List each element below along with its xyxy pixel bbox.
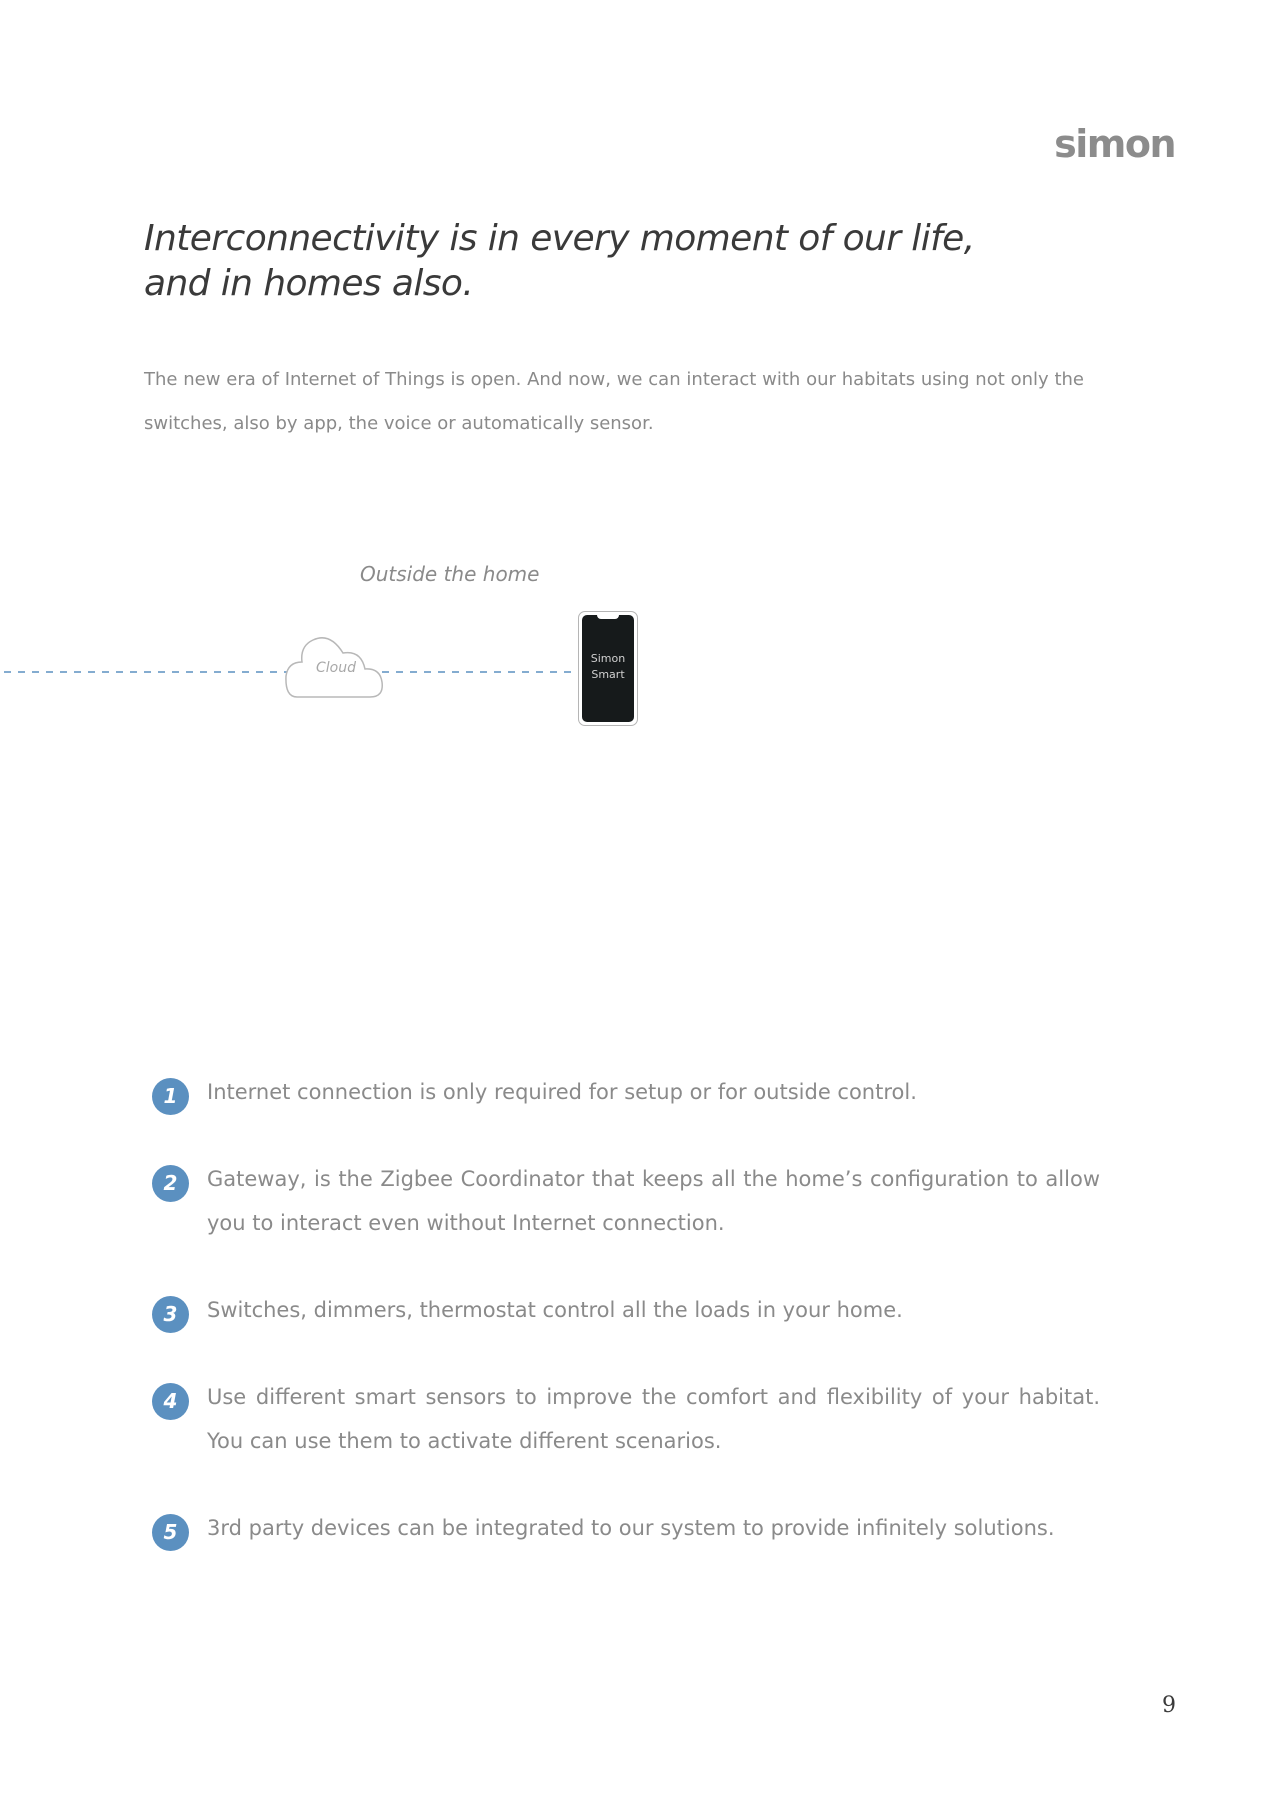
intro-paragraph: The new era of Internet of Things is open. And now, we can interact with our habitats using not only the switches, also by app, the voice or automatically sensor. xyxy=(144,369,1084,434)
phone-notch xyxy=(597,615,619,619)
feature-text: Gateway, is the Zigbee Coordinator that keeps all the home’s configuration to allow you to interact even without Internet connection. xyxy=(207,1167,1100,1235)
phone-app-label xyxy=(582,651,634,683)
cloud-label: Cloud xyxy=(316,660,356,676)
feature-item xyxy=(150,1288,1100,1332)
feature-text: Use different smart sensors to improve the comfort and flexibility of your habitat. You can use them to activate different scenarios. xyxy=(207,1385,1100,1453)
page-headline: Interconnectivity is in every moment of our life, and in homes also. xyxy=(144,218,975,304)
diagram-caption: Outside the home xyxy=(360,562,540,586)
feature-item xyxy=(150,1506,1100,1550)
smartphone-icon xyxy=(578,611,638,726)
feature-text: Internet connection is only required for setup or for outside control. xyxy=(207,1080,917,1104)
feature-text: Switches, dimmers, thermostat control all the loads in your home. xyxy=(207,1298,903,1322)
feature-text: 3rd party devices can be integrated to our system to provide infinitely solutions. xyxy=(207,1516,1055,1540)
number-badge: 3 xyxy=(152,1296,189,1333)
feature-item xyxy=(150,1070,1100,1114)
phone-label-line2: Smart xyxy=(591,668,625,681)
phone-label-line1: Simon xyxy=(590,652,626,665)
feature-item xyxy=(150,1157,1100,1245)
brand-logo: simon xyxy=(1054,122,1175,166)
phone-screen xyxy=(582,615,634,722)
number-badge: 4 xyxy=(152,1383,189,1420)
feature-list xyxy=(150,1070,1100,1593)
number-badge: 5 xyxy=(152,1514,189,1551)
number-badge: 1 xyxy=(152,1078,189,1115)
feature-item xyxy=(150,1375,1100,1463)
number-badge: 2 xyxy=(152,1165,189,1202)
page-number: 9 xyxy=(1162,1693,1176,1718)
